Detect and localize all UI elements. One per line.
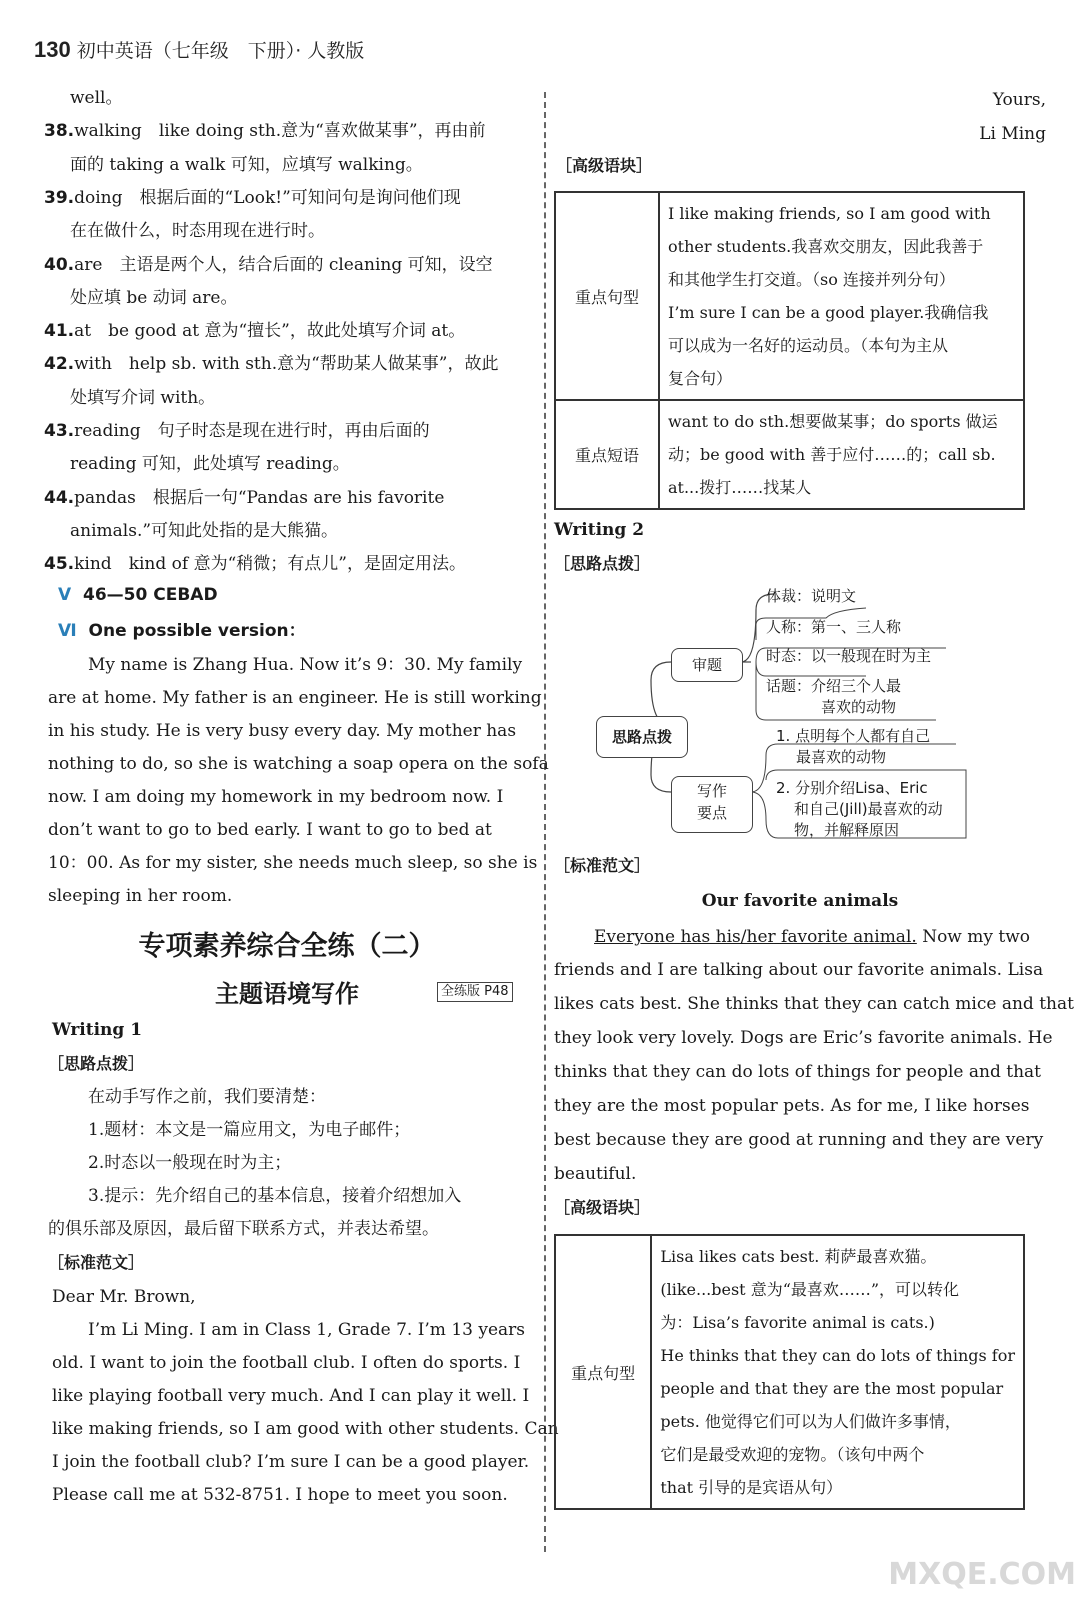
essay-title: Our favorite animals [701, 891, 899, 911]
answer-line [70, 153, 423, 177]
tips-label-2: ［思路点拨］ [554, 554, 651, 573]
answer-text: are 主语是两个人，结合后面的 cleaning 可知，设空 [74, 254, 493, 275]
essay-line: nothing to do, so she is watching a soap opera on the sofa [48, 754, 549, 774]
mindmap-branch-writing: 写作 要点 [671, 776, 753, 833]
model-label: ［标准范文］ [48, 1253, 145, 1272]
mindmap-item: 和自己(Jill)最喜欢的动 [794, 800, 943, 818]
section-vi: Ⅵ One possible version： [58, 621, 306, 641]
letter-line: I’m Li Ming. I am in Class 1, Grade 7. I’m 13 years [88, 1320, 526, 1340]
mindmap-item: 体裁：说明文 [766, 587, 857, 605]
key-sentence-label: 重点句型 [555, 192, 659, 400]
table-line: people and that they are the most popular [660, 1379, 1004, 1398]
writing2-heading: Writing 2 [554, 520, 645, 540]
section-v: Ⅴ 46—50 CEBAD [58, 585, 218, 605]
essay-line: likes cats best. She thinks that they can catch mice and that [554, 994, 1074, 1014]
essay-line: friends and I are talking about our favorite animals. Lisa [554, 960, 1044, 980]
table-line: I like making friends, so I am good with [668, 204, 991, 223]
answer-text: 在在做什么，时态用现在进行时。 [70, 221, 325, 242]
essay-line: 10：00. As for my sister, she needs much sleep, so she is [48, 853, 538, 873]
answer-line [44, 253, 493, 277]
mindmap-item: 话题：介绍三个人最 [766, 677, 902, 695]
answer-text: kind kind of 意为“稍微；有点儿”，是固定用法。 [74, 554, 466, 575]
letter-line: Please call me at 532-8751. I hope to meet you soon. [52, 1485, 508, 1505]
section-title: 专项素养综合全练（二） [138, 931, 436, 962]
answer-text: reading 句子时态是现在进行时，再由后面的 [74, 421, 430, 441]
answer-line [44, 486, 444, 510]
table-line: pets. 他觉得它们可以为人们做许多事情， [660, 1412, 961, 1431]
key-phrase-content [659, 400, 1024, 509]
answer-line [44, 552, 466, 576]
tip-line: 3.提示：先介绍自己的基本信息，接着介绍想加入 [88, 1186, 462, 1206]
essay-first-line: Everyone has his/her favorite animal. Now my two [594, 927, 1031, 947]
mindmap-item: 1. 点明每个人都有自己 [776, 727, 931, 745]
answer-text: 面的 taking a walk 可知，应填写 walking。 [70, 154, 423, 175]
answer-line [44, 419, 430, 443]
answer-text: 处填写介词 with。 [70, 387, 216, 408]
answer-line [44, 352, 499, 376]
answer-text: doing 根据后面的“Look!”可知问句是询问他们现 [74, 187, 461, 208]
essay-line: in his study. He is very busy every day. My mother has [48, 721, 517, 741]
answer-text: pandas 根据后一句“Pandas are his favorite [74, 487, 445, 508]
mindmap-item: 时态：以一般现在时为主 [766, 647, 932, 665]
answer-number: 44. [44, 487, 75, 508]
table-line: 和其他学生打交道。（so 连接并列分句） [668, 270, 955, 289]
answer-number: 43. [44, 421, 75, 441]
tip-line: 2.时态以一般现在时为主； [88, 1153, 292, 1173]
answer-line [44, 319, 465, 343]
answer-text: well。 [70, 88, 123, 108]
advanced-table-1 [554, 191, 1025, 510]
essay-line: are at home. My father is an engineer. He is still working [48, 688, 542, 708]
answer-line [70, 452, 350, 476]
mindmap-branch-review: 审题 [671, 648, 743, 682]
mindmap-item: 喜欢的动物 [821, 698, 897, 716]
answer-text: with help sb. with sth.意为“帮助某人做某事”，故此 [74, 354, 499, 375]
advanced-label-1: ［高级语块］ [556, 156, 653, 175]
answer-line [70, 219, 325, 243]
table-line: 可以成为一名好的运动员。（本句为主从 [668, 336, 949, 355]
page-number: 130 [34, 37, 71, 62]
answer-text: at be good at 意为“擅长”，故此处填写介词 at。 [74, 321, 466, 342]
watermark: MXQE.COM [888, 1557, 1076, 1592]
essay-line: beautiful. [554, 1164, 637, 1184]
letter-line: like playing football very much. And I can play it well. I [52, 1386, 530, 1406]
table-line: 动；be good with 善于应付……的；call sb. [668, 445, 996, 464]
mindmap-item: 2. 分别介绍Lisa、Eric [776, 779, 928, 797]
table-line: at...拨打……找某人 [668, 478, 812, 497]
page-header [34, 36, 364, 63]
tip-line: 在动手写作之前，我们要清楚： [88, 1087, 326, 1107]
column-divider [544, 92, 546, 1552]
letter-line: like making friends, so I am good with other students. Can [52, 1419, 559, 1439]
tip-line: 的俱乐部及原因，最后留下联系方式，并表达希望。 [48, 1219, 439, 1239]
essay-line: sleeping in her room. [48, 886, 233, 906]
answer-line [70, 519, 338, 543]
tips-label: ［思路点拨］ [48, 1054, 145, 1073]
letter-closing: Yours, [992, 90, 1046, 110]
answer-number: 39. [44, 187, 75, 208]
mindmap-item: 物，并解释原因 [794, 821, 900, 839]
answer-text: reading 可知，此处填写 reading。 [70, 454, 350, 475]
answer-text: animals.”可知此处指的是大熊猫。 [70, 520, 339, 541]
answer-line [70, 286, 237, 310]
essay-line: best because they are good at running and they are very [554, 1130, 1044, 1150]
essay-line: My name is Zhang Hua. Now it’s 9：30. My family [88, 655, 523, 675]
table-line: Lisa likes cats best. 莉萨最喜欢猫。 [660, 1247, 937, 1266]
essay-line: thinks that they can do lots of things for people and that [554, 1062, 1041, 1082]
answer-number: 45. [44, 554, 75, 575]
essay-line: they are the most popular pets. As for me, I like horses [554, 1096, 1030, 1116]
table-line: other students.我喜欢交朋友，因此我善于 [668, 237, 984, 256]
answer-number: 40. [44, 254, 75, 275]
letter-line: Dear Mr. Brown, [52, 1287, 196, 1307]
essay-line: they look very lovely. Dogs are Eric’s favorite animals. He [554, 1028, 1053, 1048]
book-title: 初中英语（七年级 下册）· 人教版 [76, 40, 365, 62]
letter-line: old. I want to join the football club. I often do sports. I [52, 1353, 521, 1373]
essay-line: now. I am doing my homework in my bedroom now. I [48, 787, 504, 807]
mindmap-item: 人称：第一、三人称 [766, 618, 902, 636]
answer-text: 处应填 be 动词 are。 [70, 287, 238, 308]
table-line: 为：Lisa’s favorite animal is cats.) [660, 1313, 935, 1332]
answer-number: 41. [44, 321, 75, 342]
essay-line: don’t want to go to bed early. I want to go to bed at [48, 820, 492, 840]
key-sentence-content [659, 192, 1024, 400]
table-line: I’m sure I can be a good player.我确信我 [668, 303, 989, 322]
table-line: (like...best 意为“最喜欢……”，可以转化 [660, 1280, 960, 1299]
reference-tag: 全练版 P48 [437, 982, 513, 1002]
table-line: 它们是最受欢迎的宠物。（该句中两个 [660, 1445, 925, 1464]
answer-text: walking like doing sth.意为“喜欢做某事”，再由前 [74, 121, 486, 142]
table-line: He thinks that they can do lots of things for [660, 1346, 1015, 1365]
answer-line [70, 86, 123, 110]
answer-number: 42. [44, 354, 75, 375]
advanced-table-2 [554, 1234, 1025, 1510]
writing1-heading: Writing 1 [52, 1020, 143, 1040]
letter-line: I join the football club? I’m sure I can be a good player. [52, 1452, 530, 1472]
table-line: that 引导的是宾语从句） [660, 1478, 843, 1497]
model-label-2: ［标准范文］ [554, 856, 651, 875]
answer-line [44, 186, 461, 210]
key-phrase-label: 重点短语 [555, 400, 659, 509]
answer-number: 38. [44, 121, 75, 142]
letter-signature: Li Ming [979, 124, 1046, 144]
table-line: want to do sth.想要做某事；do sports 做运 [668, 412, 998, 431]
mindmap-item: 最喜欢的动物 [796, 748, 887, 766]
table-line: 复合句） [668, 369, 733, 388]
answer-line [44, 119, 486, 143]
tip-line: 1.题材：本文是一篇应用文，为电子邮件； [88, 1120, 411, 1140]
key-sentence-label-2: 重点句型 [555, 1235, 651, 1509]
mindmap-root: 思路点拨 [596, 716, 688, 758]
advanced-label-2: ［高级语块］ [554, 1198, 651, 1217]
section-subtitle: 主题语境写作 [215, 980, 359, 1008]
key-sentence-content-2 [651, 1235, 1024, 1509]
answer-line [70, 386, 215, 410]
